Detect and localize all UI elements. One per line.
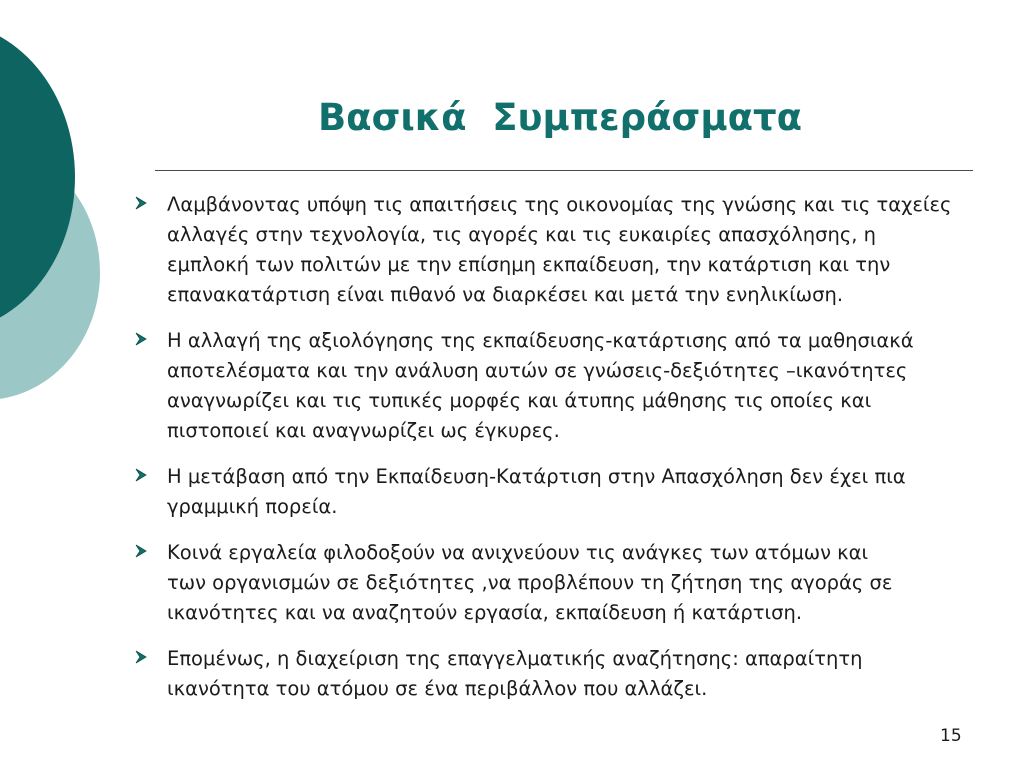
arrowhead-bullet-icon xyxy=(134,196,148,210)
title-divider xyxy=(155,170,973,171)
bullet-item xyxy=(130,326,970,446)
bullet-item xyxy=(130,462,970,522)
arrowhead-bullet-icon xyxy=(134,544,148,558)
slide-title: Βασικά Συμπεράσματα xyxy=(317,96,803,139)
bullet-item xyxy=(130,538,970,628)
arrowhead-bullet-icon xyxy=(134,332,148,346)
bullet-text: Κοινά εργαλεία φιλοδοξούν να ανιχνεύουν τις ανάγκες των ατόμων και των οργανισμών σε δεξιότητες ,να προβλέπουν τη ζήτηση της αγοράς σε ικανότητες και να αναζητούν εργασία, εκπαίδευση ή κατάρτιση. xyxy=(167,541,893,624)
bullet-item xyxy=(130,644,970,704)
bullet-text: Επομένως, η διαχείριση της επαγγελματικής αναζήτησης: απαραίτητη ικανότητα του ατόμου σε ένα περιβάλλον που αλλάζει. xyxy=(167,647,863,700)
bullet-list xyxy=(130,190,970,720)
arrowhead-bullet-icon xyxy=(134,468,148,482)
bullet-text: Η μετάβαση από την Εκπαίδευση-Κατάρτιση στην Απασχόληση δεν έχει πια γραμμική πορεία. xyxy=(167,465,906,518)
bullet-text: Λαμβάνοντας υπόψη τις απαιτήσεις της οικονομίας της γνώσης και τις ταχείες αλλαγές στην τεχνολογία, τις αγορές και τις ευκαιρίες απασχόλησης, η εμπλοκή των πολιτών με την επίσημη εκπαίδευση, την κατάρτιση και την επανακατάρτιση είναι πιθανό να διαρκέσει και μετά την ενηλικίωση. xyxy=(167,193,952,306)
bullet-text: Η αλλαγή της αξιολόγησης της εκπαίδευσης-κατάρτισης από τα μαθησιακά αποτελέσματα και την ανάλυση αυτών σε γνώσεις-δεξιότητες –ικανότητες αναγνωρίζει και τις τυπικές μορφές και άτυπης μάθησης τις οποίες και πιστοποιεί και αναγνωρίζει ως έγκυρες. xyxy=(167,329,914,442)
bullet-item xyxy=(130,190,970,310)
page-number: 15 xyxy=(940,726,962,746)
arrowhead-bullet-icon xyxy=(134,650,148,664)
